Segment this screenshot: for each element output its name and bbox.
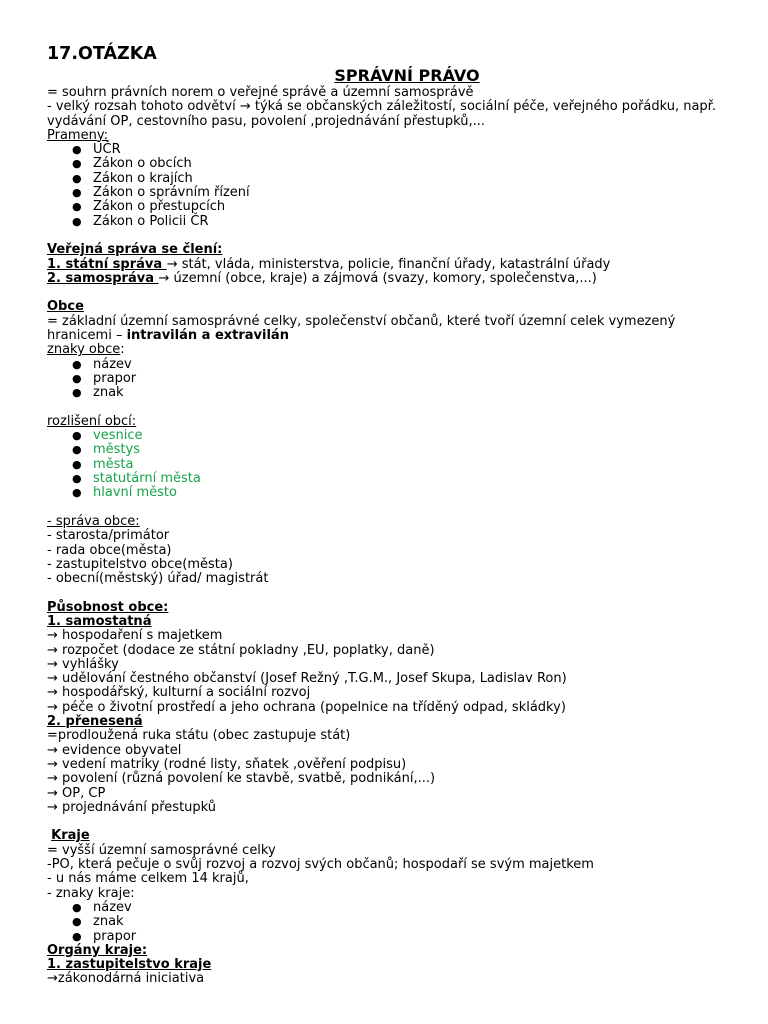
intro-line-1: = souhrn právních norem o veřejné správě a územní samosprávě — [47, 85, 474, 100]
verejna-sprava-heading: Veřejná správa se člení: — [47, 242, 223, 258]
prenesena-item: → vedení matriky (rodné listy, sňatek ,ověření podpisu) — [47, 756, 407, 772]
bullet-icon: ● — [72, 214, 82, 228]
list-item: ● Zákon o přestupcích — [72, 199, 226, 215]
list-item: ● hlavní město — [72, 485, 177, 501]
bullet-icon: ● — [72, 157, 82, 171]
bullet-icon: ● — [72, 171, 82, 185]
samostatna-item: → hospodářský, kulturní a sociální rozvoj — [47, 685, 311, 701]
kraje-line: -PO, která pečuje o svůj rozvoj a rozvoj svých občanů; hospodaří se svým majetkem — [47, 857, 594, 873]
pusobnost-heading: Působnost obce: — [47, 599, 169, 615]
list-item: ● Zákon o správním řízení — [72, 185, 250, 201]
bullet-icon: ● — [72, 915, 82, 929]
list-item: ● Zákon o Policii ČR — [72, 213, 209, 229]
spacer — [47, 229, 737, 243]
bullet-icon: ● — [72, 371, 82, 385]
samosprava-line: 2. samospráva → územní (obce, kraje) a zájmová (svazy, komory, společenstva,...) — [47, 270, 597, 286]
rozliseni-obci-list — [47, 429, 737, 500]
sprava-obce-item: - starosta/primátor — [47, 528, 170, 544]
bullet-icon: ● — [72, 443, 82, 457]
bullet-icon: ● — [72, 472, 82, 486]
list-item: ● prapor — [72, 370, 137, 386]
bullet-icon: ● — [72, 143, 82, 157]
kraje-line: - znaky kraje: — [47, 885, 135, 901]
kraje-heading: Kraje — [51, 828, 90, 844]
list-item: ● název — [72, 899, 132, 915]
prenesena-label: 2. přenesená — [47, 714, 143, 730]
sprava-obce-item: - obecní(městský) úřad/ magistrát — [47, 571, 269, 587]
list-item: ● znak — [72, 914, 124, 930]
prameny-list — [47, 143, 737, 229]
list-item: ● znak — [72, 385, 124, 401]
prenesena-item: → projednávání přestupků — [47, 799, 217, 815]
zastupitelstvo-kraje-label: 1. zastupitelstvo kraje — [47, 957, 212, 973]
obce-definition-2: hranicemi – intravilán a extravilán — [47, 328, 289, 344]
list-item: ● vesnice — [72, 428, 143, 444]
bullet-icon: ● — [72, 900, 82, 914]
prenesena-item: =prodloužená ruka státu (obec zastupuje stát) — [47, 728, 351, 744]
list-item: ● ÚČR — [72, 142, 121, 158]
list-item: ● městys — [72, 442, 140, 458]
bullet-icon: ● — [72, 200, 82, 214]
kraje-line: = vyšší územní samosprávné celky — [47, 842, 276, 858]
sprava-obce-item: - zastupitelstvo obce(města) — [47, 556, 233, 572]
samostatna-item: → udělování čestného občanství (Josef Režný ,T.G.M., Josef Skupa, Ladislav Ron) — [47, 671, 567, 687]
samostatna-item: → hospodaření s majetkem — [47, 628, 223, 644]
list-item: ● Zákon o krajích — [72, 170, 193, 186]
kraje-line: - u nás máme celkem 14 krajů, — [47, 871, 249, 887]
spacer — [47, 501, 737, 515]
intro-line-2: - velký rozsah tohoto odvětví → týká se občanských záležitostí, sociální péče, veřejného pořádku, např. — [47, 99, 716, 115]
obce-definition-1: = základní územní samosprávné celky, společenství občanů, které tvoří územní celek vymezený — [47, 313, 676, 329]
document-page — [47, 42, 737, 987]
list-item: ● města — [72, 456, 134, 472]
bullet-icon: ● — [72, 486, 82, 500]
bullet-icon: ● — [72, 929, 82, 943]
prenesena-item: → OP, CP — [47, 785, 106, 801]
zastupitelstvo-kraje-line: →zákonodárná iniciativa — [47, 971, 205, 987]
znaky-kraje-list — [47, 901, 737, 944]
spacer — [47, 401, 737, 415]
znaky-obce-list — [47, 358, 737, 401]
znaky-obce-label: znaky obce: — [47, 342, 125, 358]
spacer — [47, 815, 737, 829]
spacer — [47, 286, 737, 300]
samostatna-label: 1. samostatná — [47, 613, 152, 629]
prenesena-item: → evidence obyvatel — [47, 742, 182, 758]
document-title: SPRÁVNÍ PRÁVO — [334, 66, 480, 85]
obce-heading: Obce — [47, 299, 84, 315]
bullet-icon: ● — [72, 186, 82, 200]
prameny-label: Prameny: — [47, 127, 108, 143]
list-item: ● název — [72, 356, 132, 372]
bullet-icon: ● — [72, 357, 82, 371]
list-item: ● prapor — [72, 928, 137, 944]
bullet-icon: ● — [72, 429, 82, 443]
question-heading: 17.OTÁZKA — [47, 44, 157, 64]
sprava-obce-item: - rada obce(města) — [47, 542, 172, 558]
samostatna-item: → péče o životní prostředí a jeho ochrana (popelnice na tříděný odpad, skládky) — [47, 699, 566, 715]
samostatna-item: → rozpočet (dodace ze státní pokladny ,EU, poplatky, daně) — [47, 642, 435, 658]
statni-sprava-line: 1. státní správa → stát, vláda, ministerstva, policie, finanční úřady, katastrální úřady — [47, 256, 611, 272]
list-item: ● Zákon o obcích — [72, 156, 192, 172]
rozliseni-obci-label: rozlišení obcí: — [47, 413, 137, 429]
sprava-obce-label: - správa obce: — [47, 513, 140, 529]
organy-kraje-heading: Orgány kraje: — [47, 942, 148, 958]
list-item: ● statutární města — [72, 471, 201, 487]
intro-line-3: vydávání OP, cestovního pasu, povolení ,projednávání přestupků,... — [47, 113, 486, 129]
samostatna-item: → vyhlášky — [47, 656, 119, 672]
spacer — [47, 586, 737, 600]
prenesena-item: → povolení (různá povolení ke stavbě, svatbě, podnikání,...) — [47, 771, 436, 787]
bullet-icon: ● — [72, 386, 82, 400]
bullet-icon: ● — [72, 457, 82, 471]
